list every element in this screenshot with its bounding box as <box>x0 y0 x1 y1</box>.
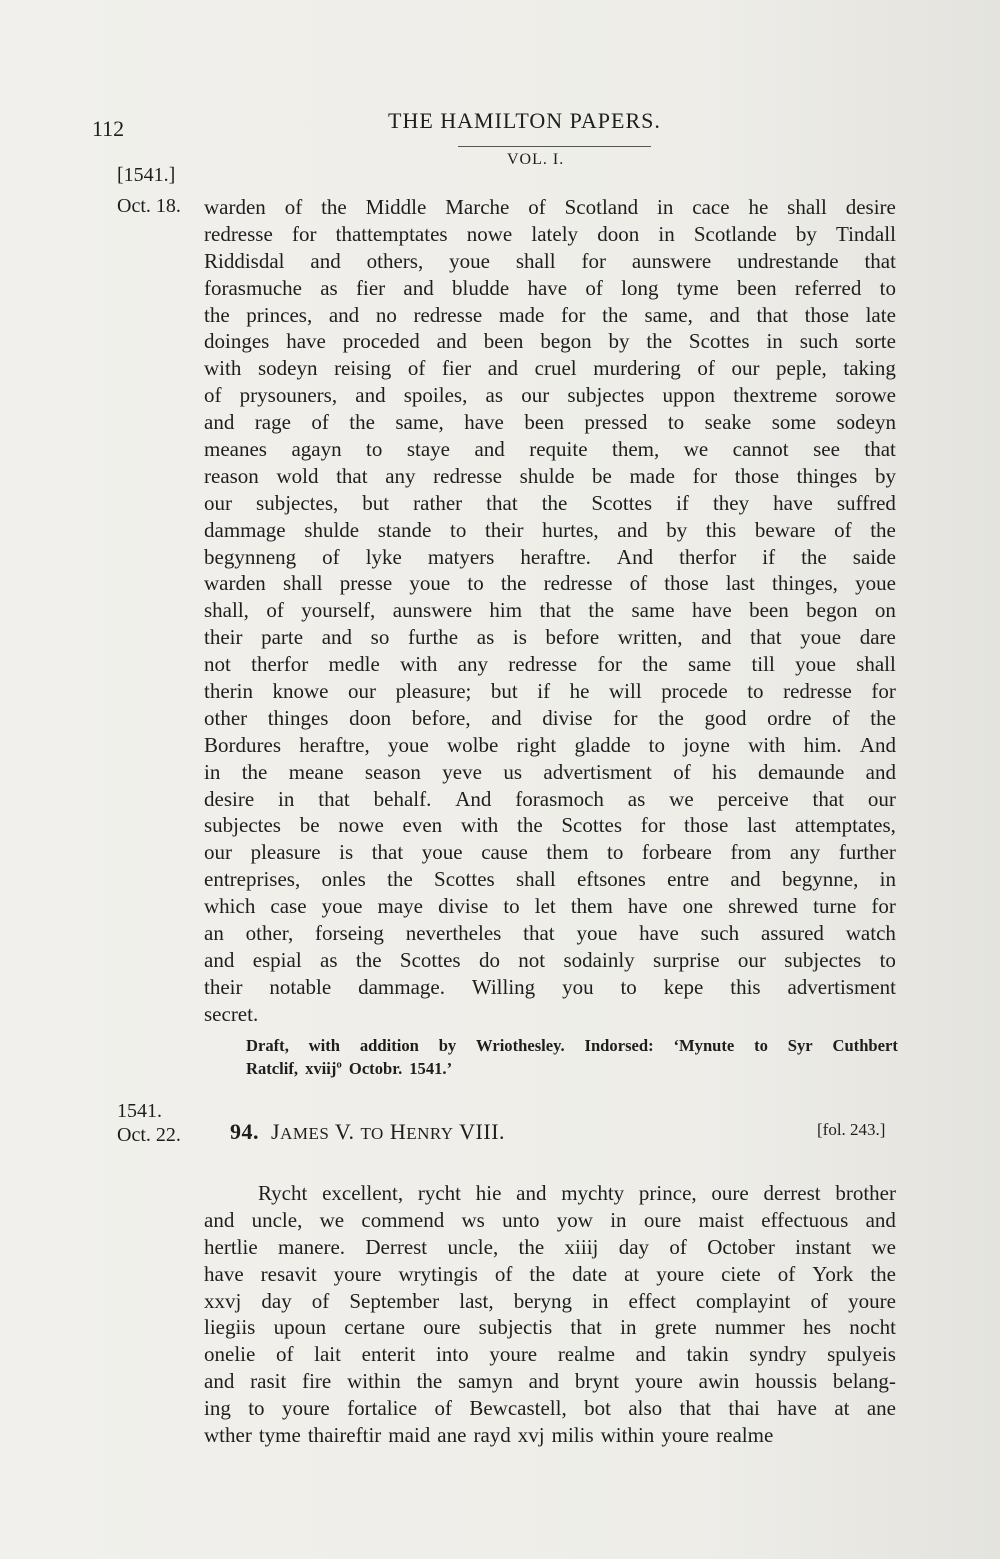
text-line: with sodeyn reising of fier and cruel murdering of our peple, taking <box>204 356 896 381</box>
margin-date-second: Oct. 22. <box>117 1124 181 1146</box>
text-line: an other, forseing nevertheles that youe have such assured watch <box>204 921 896 946</box>
text-line: subjectes be nowe even with the Scottes for those last attemptates, <box>204 813 896 838</box>
text-line: have resavit youre wrytingis of the date at youre ciete of York the <box>204 1261 896 1286</box>
margin-date-first: Oct. 18. <box>117 195 181 217</box>
text-line: not therfor medle with any redresse for the same till youe shall <box>204 652 896 677</box>
text-line: redresse for thattemptates nowe lately doon in Scotlande by Tindall <box>204 221 896 246</box>
letter-one-body <box>204 194 896 1028</box>
archival-note <box>246 1034 898 1080</box>
text-line: their parte and so furthe as is before written, and that youe dare <box>204 625 896 650</box>
letter-two-body <box>204 1180 896 1449</box>
text-line: and rage of the same, have been pressed to seake some sodeyn <box>204 410 896 435</box>
text-line: Rycht excellent, rycht hie and mychty prince, oure derrest brother <box>258 1181 896 1205</box>
text-line: desire in that behalf. And forasmoch as we perceive that our <box>204 786 896 811</box>
text-line: xxvj day of September last, beryng in effect complayint of youre <box>204 1288 896 1313</box>
text-line: in the meane season yeve us advertisment of his demaunde and <box>204 759 896 784</box>
header-rule <box>458 146 651 147</box>
text-line: onelie of lait enterit into youre realme and takin syndry spulyeis <box>204 1342 896 1367</box>
heading-part: ENRY <box>406 1124 454 1143</box>
text-line: the princes, and no redresse made for the same, and that those late <box>204 302 896 327</box>
text-line: and uncle, we commend ws unto yow in oure maist effectuous and <box>204 1207 896 1232</box>
text-line: reason wold that any redresse shulde be made for those thinges by <box>204 463 896 488</box>
text-line: Bordures heraftre, youe wolbe right gladde to joyne with him. And <box>204 732 896 757</box>
heading-part: TO <box>360 1124 384 1143</box>
text-line: and rasit fire within the samyn and brynt youre awin houssis belang- <box>204 1369 896 1394</box>
text-line: doinges have proceded and been begon by the Scottes in such sorte <box>204 329 896 354</box>
text-line: begynneng of lyke matyers heraftre. And therfor if the saide <box>204 544 896 569</box>
text-line: forasmuche as fier and bludde have of long tyme been referred to <box>204 275 896 300</box>
text-line: Ratclif, xviijº Octobr. 1541.’ <box>246 1059 453 1078</box>
text-line: our subjectes, but rather that the Scottes if they have suffred <box>204 490 896 515</box>
heading-part: H <box>383 1119 407 1144</box>
text-line: entreprises, onles the Scottes shall eftsones entre and begynne, in <box>204 867 896 892</box>
text-line: shall, of yourself, aunswere him that the same have been begon on <box>204 598 896 623</box>
letter-heading <box>230 1119 505 1145</box>
text-line: of prysouners, and spoiles, as our subjectes uppon thextreme sorowe <box>204 383 896 408</box>
text-line: their notable dammage. Willing you to kepe this advertisment <box>204 974 896 999</box>
text-line: our pleasure is that youe cause them to forbeare from any further <box>204 840 896 865</box>
text-line: and espial as the Scottes do not sodainly surprise our subjectes to <box>204 947 896 972</box>
text-line: ing to youre fortalice of Bewcastell, bot also that thai have at ane <box>204 1396 896 1421</box>
text-line: Draft, with addition by Wriothesley. Indorsed: ‘Mynute to Syr Cuthbert <box>246 1036 898 1055</box>
text-line: other thinges doon before, and divise for the good ordre of the <box>204 705 896 730</box>
margin-year-bracket: [1541.] <box>117 164 176 186</box>
heading-part: V. <box>329 1119 361 1144</box>
heading-part: J <box>271 1119 281 1144</box>
text-line: warden shall presse youe to the redresse of those last thinges, youe <box>204 571 896 596</box>
text-line: wther tyme thaireftir maid ane rayd xvj milis within youre realme <box>204 1423 774 1448</box>
text-line: meanes agayn to staye and requite them, we cannot see that <box>204 437 896 462</box>
text-line: therin knowe our pleasure; but if he will procede to redresse for <box>204 679 896 704</box>
volume-label: VOL. I. <box>507 151 565 168</box>
margin-year-second: 1541. <box>117 1100 162 1122</box>
letter-number: 94. <box>230 1119 259 1144</box>
text-line: secret. <box>204 1001 259 1026</box>
heading-part: AMES <box>280 1124 330 1143</box>
text-line: hertlie manere. Derrest uncle, the xiiij day of October instant we <box>204 1234 896 1259</box>
folio-reference: [fol. 243.] <box>817 1120 886 1139</box>
running-title: THE HAMILTON PAPERS. <box>388 108 661 133</box>
text-line: warden of the Middle Marche of Scotland in cace he shall desire <box>204 195 896 219</box>
text-line: liegiis upoun certane oure subjectis that in grete nummer hes nocht <box>204 1315 896 1340</box>
text-line: Riddisdal and others, youe shall for aunswere undrestande that <box>204 248 896 273</box>
text-line: which case youe maye divise to let them have one shrewed turne for <box>204 894 896 919</box>
text-line: dammage shulde stande to their hurtes, and by this beware of the <box>204 517 896 542</box>
heading-part: VIII. <box>453 1119 506 1144</box>
page-number: 112 <box>92 116 125 141</box>
